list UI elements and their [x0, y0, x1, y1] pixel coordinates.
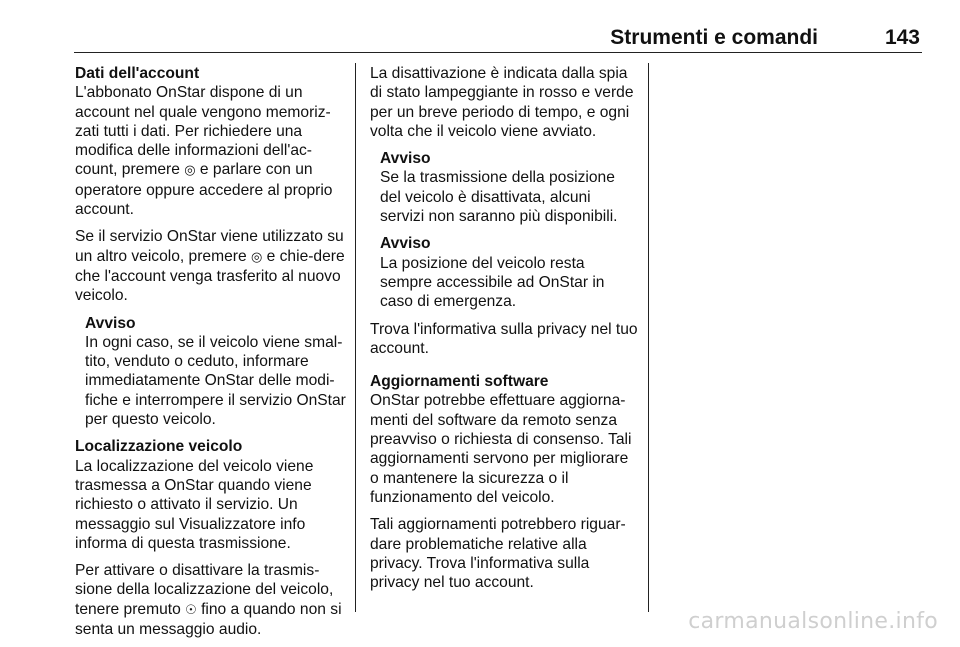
- location-paragraph-1: La localizzazione del veicolo viene trasmessa a OnStar quando viene richiesto o attivato il servizio. Un messaggio sul Visualizzatore info informa di questa trasmissione.: [75, 457, 314, 552]
- privacy-paragraph: Trova l'informativa sulla privacy nel tuo account.: [370, 320, 638, 357]
- watermark: carmanualsonline.info: [688, 609, 938, 634]
- onstar-button-icon: ◎: [184, 163, 196, 179]
- privacy-button-icon: ☉: [185, 602, 197, 618]
- note-box: [75, 314, 347, 430]
- note-text: Se la trasmissione della posizione del veicolo è disattivata, alcuni servizi non saranno più disponibili.: [380, 169, 618, 226]
- software-paragraph-2: Tali aggiornamenti potrebbero riguar-dare problematiche relative alla privacy. Trova l'informativa sulla privacy nel tuo account.: [370, 516, 626, 592]
- column-left: [75, 64, 347, 647]
- deactivation-paragraph: La disattivazione è indicata dalla spia di stato lampeggiante in rosso e verde per un breve periodo di tempo, e ogni volta che il veicolo viene avviato.: [370, 65, 634, 140]
- column-middle: [370, 64, 638, 600]
- location-heading: Localizzazione veicolo: [75, 438, 243, 456]
- account-heading: Dati dell'account: [75, 65, 200, 82]
- column-divider-2: [648, 63, 649, 612]
- note-title: Avviso: [380, 150, 431, 168]
- account-paragraph-1: L'abbonato OnStar dispone di un account nel quale vengono memoriz-zati tutti i dati. Per richiedere una modifica delle informazioni dell'ac-count, premere ◎ e parlare con un operatore oppure accedere al proprio account.: [75, 84, 333, 219]
- location-paragraph-2: Per attivare o disattivare la trasmis-sione della localizzazione del veicolo, tenere premuto ☉ fino a quando non si senta un messaggio audio.: [75, 562, 342, 639]
- page-header-title: Strumenti e comandi: [610, 26, 818, 49]
- note-box: [370, 234, 638, 311]
- header-rule: [74, 52, 922, 53]
- note-text: La posizione del veicolo resta sempre accessibile ad OnStar in caso di emergenza.: [380, 254, 605, 311]
- column-divider-1: [355, 63, 356, 612]
- account-paragraph-2: Se il servizio OnStar viene utilizzato su un altro veicolo, premere ◎ e chie-dere che l'account venga trasferito al nuovo veicolo.: [75, 228, 345, 305]
- software-paragraph-1: OnStar potrebbe effettuare aggiorna-menti del software da remoto senza preavviso o richiesta di consenso. Tali aggiornamenti servono per migliorare o mantenere la sicurezza o il funzionamento del veicolo.: [370, 392, 632, 506]
- software-heading: Aggiornamenti software: [370, 373, 549, 391]
- note-text: In ogni caso, se il veicolo viene smal-tito, venduto o ceduto, informare immediatamente OnStar delle modi-fiche e interrompere il servizio OnStar per questo veicolo.: [85, 333, 346, 429]
- note-title: Avviso: [85, 314, 136, 332]
- note-title: Avviso: [380, 235, 431, 253]
- onstar-button-icon: ◎: [250, 249, 263, 265]
- page-number: 143: [884, 26, 920, 49]
- note-box: [370, 149, 638, 226]
